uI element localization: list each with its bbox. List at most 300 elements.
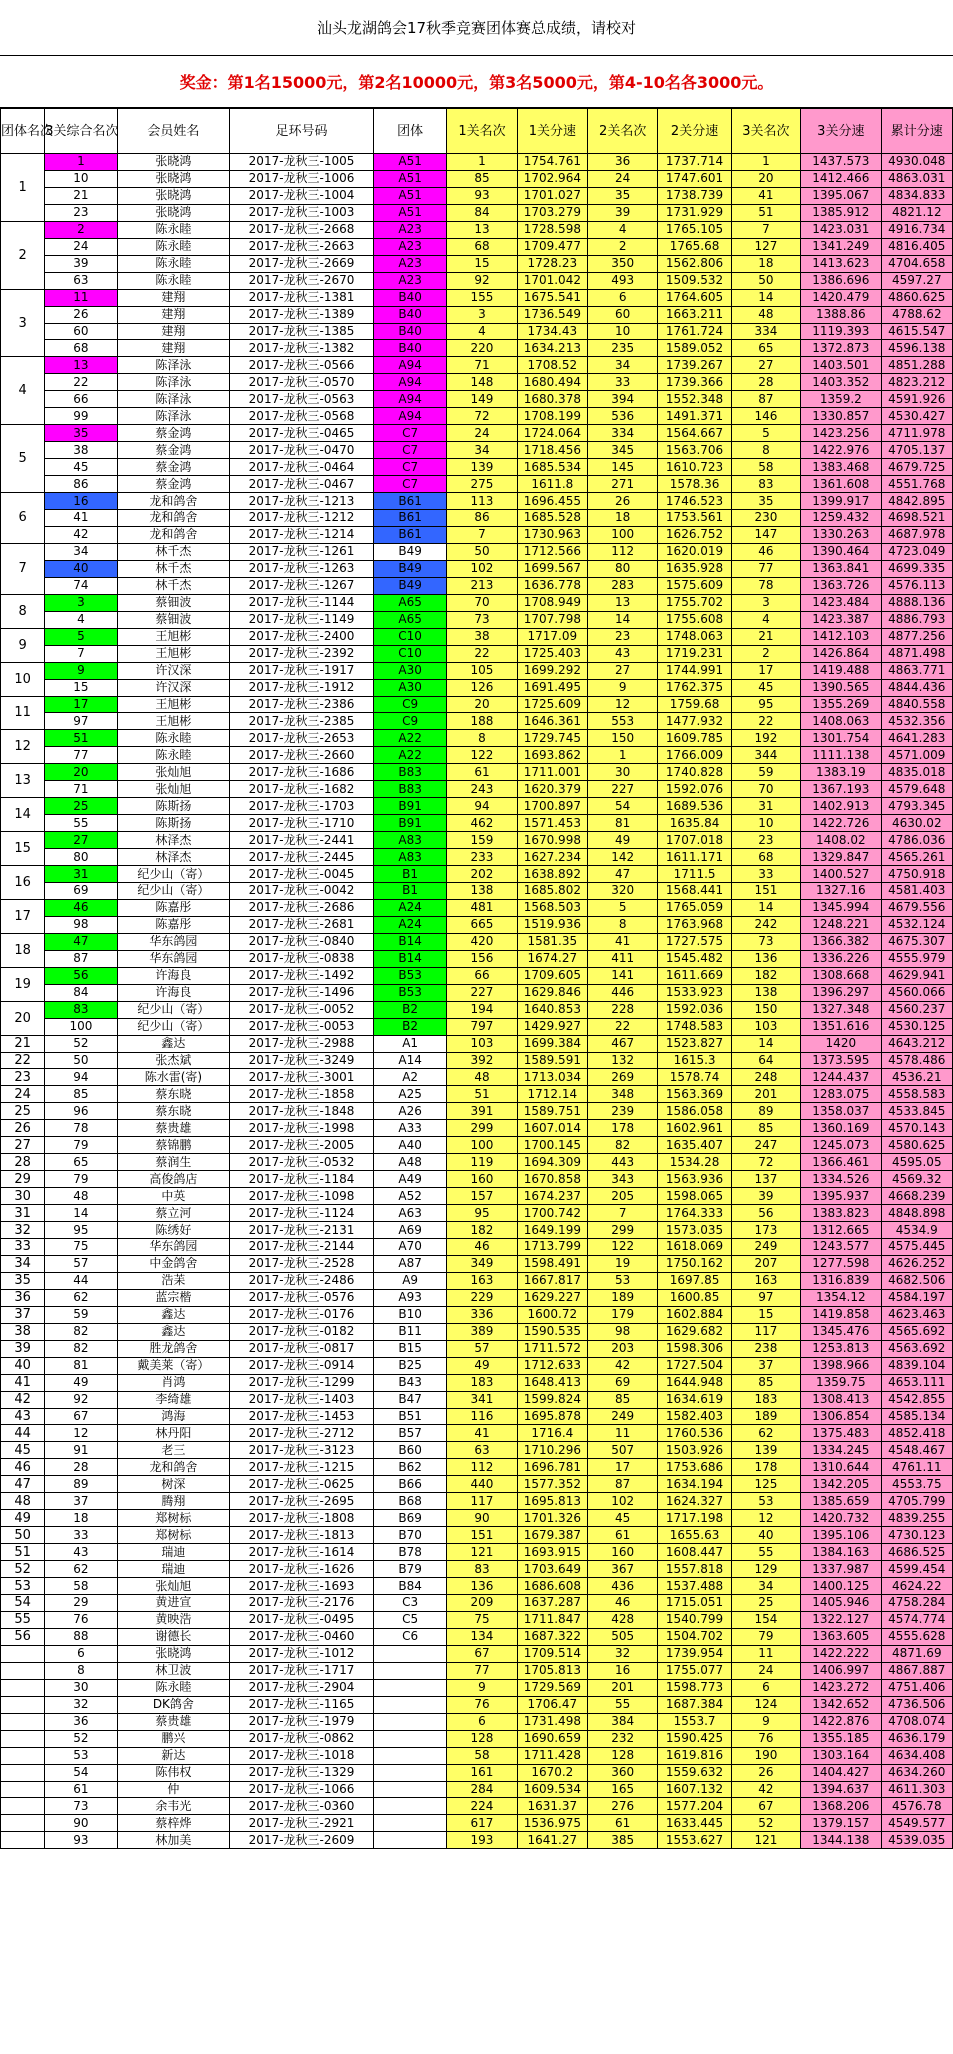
race2-rank-cell: 271 xyxy=(588,476,658,493)
table-row xyxy=(1,730,953,747)
table-row xyxy=(1,1069,953,1086)
overall-rank-cell: 75 xyxy=(45,1239,117,1256)
table-row xyxy=(1,984,953,1001)
race1-rank-cell: 41 xyxy=(447,1425,517,1442)
race3-speed-cell: 1399.917 xyxy=(801,493,881,510)
ring-number-cell: 2017-龙秋三-1003 xyxy=(230,204,374,221)
race3-speed-cell: 1306.854 xyxy=(801,1408,881,1425)
total-speed-cell: 4723.049 xyxy=(881,543,952,560)
race3-speed-cell: 1351.616 xyxy=(801,1018,881,1035)
ring-number-cell: 2017-龙秋三-1098 xyxy=(230,1188,374,1205)
overall-rank-cell: 81 xyxy=(45,1357,117,1374)
race1-speed-cell: 1707.798 xyxy=(517,611,587,628)
member-name-cell: 黄映浩 xyxy=(117,1611,230,1628)
total-speed-cell: 4699.335 xyxy=(881,560,952,577)
race2-speed-cell: 1759.68 xyxy=(658,696,731,713)
team-rank-cell xyxy=(1,1832,45,1849)
total-speed-cell: 4860.625 xyxy=(881,289,952,306)
table-row xyxy=(1,1425,953,1442)
race1-rank-cell: 90 xyxy=(447,1510,517,1527)
race3-speed-cell: 1327.348 xyxy=(801,1001,881,1018)
team-rank-cell: 11 xyxy=(1,696,45,730)
race3-speed-cell: 1383.468 xyxy=(801,459,881,476)
race2-rank-cell: 102 xyxy=(588,1493,658,1510)
member-name-cell: 陈斯扬 xyxy=(117,815,230,832)
team-rank-cell: 7 xyxy=(1,543,45,594)
race3-rank-cell: 334 xyxy=(731,323,800,340)
race1-rank-cell: 275 xyxy=(447,476,517,493)
team-code-cell xyxy=(373,1764,446,1781)
race1-rank-cell: 665 xyxy=(447,916,517,933)
race3-speed-cell: 1330.857 xyxy=(801,408,881,425)
team-code-cell: A23 xyxy=(373,255,446,272)
race3-speed-cell: 1412.103 xyxy=(801,628,881,645)
race2-rank-cell: 35 xyxy=(588,187,658,204)
race2-rank-cell: 33 xyxy=(588,374,658,391)
race1-rank-cell: 797 xyxy=(447,1018,517,1035)
table-row xyxy=(1,696,953,713)
team-code-cell: B70 xyxy=(373,1527,446,1544)
overall-rank-cell: 8 xyxy=(45,1662,117,1679)
race3-rank-cell: 17 xyxy=(731,662,800,679)
race1-speed-cell: 1609.534 xyxy=(517,1781,587,1798)
ring-number-cell: 2017-龙秋三-2668 xyxy=(230,221,374,238)
race3-rank-cell: 9 xyxy=(731,1713,800,1730)
overall-rank-cell: 59 xyxy=(45,1306,117,1323)
table-row xyxy=(1,1001,953,1018)
race2-rank-cell: 227 xyxy=(588,781,658,798)
race3-speed-cell: 1426.864 xyxy=(801,645,881,662)
total-speed-cell: 4611.303 xyxy=(881,1781,952,1798)
race3-speed-cell: 1363.841 xyxy=(801,560,881,577)
race1-speed-cell: 1708.949 xyxy=(517,594,587,611)
team-code-cell: A24 xyxy=(373,899,446,916)
race3-speed-cell: 1423.387 xyxy=(801,611,881,628)
ring-number-cell: 2017-龙秋三-2441 xyxy=(230,832,374,849)
member-name-cell: 陈永睦 xyxy=(117,272,230,289)
race1-speed-cell: 1696.781 xyxy=(517,1459,587,1476)
race1-rank-cell: 156 xyxy=(447,950,517,967)
overall-rank-cell: 54 xyxy=(45,1764,117,1781)
total-speed-cell: 4823.212 xyxy=(881,374,952,391)
total-speed-cell: 4570.143 xyxy=(881,1120,952,1137)
team-code-cell: A49 xyxy=(373,1171,446,1188)
header-race2-rank: 2关名次 xyxy=(588,109,658,154)
race1-rank-cell: 136 xyxy=(447,1578,517,1595)
race3-speed-cell: 1403.352 xyxy=(801,374,881,391)
race3-speed-cell: 1342.205 xyxy=(801,1476,881,1493)
team-rank-cell: 52 xyxy=(1,1561,45,1578)
team-code-cell: B78 xyxy=(373,1544,446,1561)
ring-number-cell: 2017-龙秋三-3249 xyxy=(230,1052,374,1069)
overall-rank-cell: 37 xyxy=(45,1493,117,1510)
overall-rank-cell: 32 xyxy=(45,1696,117,1713)
ring-number-cell: 2017-龙秋三-0570 xyxy=(230,374,374,391)
race1-speed-cell: 1670.2 xyxy=(517,1764,587,1781)
race2-rank-cell: 98 xyxy=(588,1323,658,1340)
table-row xyxy=(1,1527,953,1544)
total-speed-cell: 4863.031 xyxy=(881,170,952,187)
team-code-cell: A23 xyxy=(373,238,446,255)
team-rank-cell: 50 xyxy=(1,1527,45,1544)
race2-speed-cell: 1765.059 xyxy=(658,899,731,916)
table-row xyxy=(1,442,953,459)
member-name-cell: 许汉深 xyxy=(117,679,230,696)
race2-rank-cell: 36 xyxy=(588,154,658,171)
race2-rank-cell: 22 xyxy=(588,1018,658,1035)
overall-rank-cell: 18 xyxy=(45,1510,117,1527)
race1-speed-cell: 1754.761 xyxy=(517,154,587,171)
team-code-cell xyxy=(373,1730,446,1747)
race1-rank-cell: 193 xyxy=(447,1832,517,1849)
member-name-cell: 肖鸿 xyxy=(117,1374,230,1391)
member-name-cell: 陈永睦 xyxy=(117,255,230,272)
total-speed-cell: 4711.978 xyxy=(881,425,952,442)
race1-rank-cell: 122 xyxy=(447,747,517,764)
total-speed-cell: 4930.048 xyxy=(881,154,952,171)
ring-number-cell: 2017-龙秋三-1686 xyxy=(230,764,374,781)
total-speed-cell: 4565.692 xyxy=(881,1323,952,1340)
overall-rank-cell: 33 xyxy=(45,1527,117,1544)
table-row xyxy=(1,967,953,984)
race1-speed-cell: 1700.145 xyxy=(517,1137,587,1154)
ring-number-cell: 2017-龙秋三-1614 xyxy=(230,1544,374,1561)
race3-rank-cell: 56 xyxy=(731,1205,800,1222)
race3-speed-cell: 1322.127 xyxy=(801,1611,881,1628)
race1-speed-cell: 1716.4 xyxy=(517,1425,587,1442)
race2-rank-cell: 276 xyxy=(588,1798,658,1815)
team-code-cell: A22 xyxy=(373,730,446,747)
race1-speed-cell: 1631.37 xyxy=(517,1798,587,1815)
race1-speed-cell: 1708.52 xyxy=(517,357,587,374)
member-name-cell: 许海良 xyxy=(117,967,230,984)
race1-rank-cell: 102 xyxy=(447,560,517,577)
overall-rank-cell: 83 xyxy=(45,1001,117,1018)
race2-rank-cell: 201 xyxy=(588,1679,658,1696)
race3-speed-cell: 1243.577 xyxy=(801,1239,881,1256)
race2-rank-cell: 18 xyxy=(588,510,658,527)
table-row xyxy=(1,1272,953,1289)
race1-speed-cell: 1649.199 xyxy=(517,1222,587,1239)
race3-speed-cell: 1375.483 xyxy=(801,1425,881,1442)
race3-speed-cell: 1312.665 xyxy=(801,1222,881,1239)
race2-speed-cell: 1618.069 xyxy=(658,1239,731,1256)
ring-number-cell: 2017-龙秋三-1005 xyxy=(230,154,374,171)
total-speed-cell: 4624.22 xyxy=(881,1578,952,1595)
race1-speed-cell: 1708.199 xyxy=(517,408,587,425)
overall-rank-cell: 99 xyxy=(45,408,117,425)
total-speed-cell: 4571.009 xyxy=(881,747,952,764)
table-row xyxy=(1,1052,953,1069)
race2-speed-cell: 1739.366 xyxy=(658,374,731,391)
race2-speed-cell: 1620.019 xyxy=(658,543,731,560)
header-member-name: 会员姓名 xyxy=(117,109,230,154)
team-code-cell: C7 xyxy=(373,442,446,459)
overall-rank-cell: 50 xyxy=(45,1052,117,1069)
race2-rank-cell: 160 xyxy=(588,1544,658,1561)
team-code-cell xyxy=(373,1713,446,1730)
race3-rank-cell: 41 xyxy=(731,187,800,204)
overall-rank-cell: 9 xyxy=(45,662,117,679)
header-race3-speed: 3关分速 xyxy=(801,109,881,154)
race3-rank-cell: 26 xyxy=(731,1764,800,1781)
overall-rank-cell: 69 xyxy=(45,882,117,899)
race2-speed-cell: 1727.504 xyxy=(658,1357,731,1374)
table-row xyxy=(1,1679,953,1696)
member-name-cell: 蔡钿波 xyxy=(117,611,230,628)
race3-rank-cell: 37 xyxy=(731,1357,800,1374)
member-name-cell: 老三 xyxy=(117,1442,230,1459)
race2-speed-cell: 1633.445 xyxy=(658,1815,731,1832)
race3-rank-cell: 53 xyxy=(731,1493,800,1510)
race2-speed-cell: 1755.077 xyxy=(658,1662,731,1679)
table-row xyxy=(1,1815,953,1832)
team-code-cell: A93 xyxy=(373,1289,446,1306)
total-speed-cell: 4851.288 xyxy=(881,357,952,374)
member-name-cell: 林泽杰 xyxy=(117,832,230,849)
ring-number-cell: 2017-龙秋三-1261 xyxy=(230,543,374,560)
race2-rank-cell: 507 xyxy=(588,1442,658,1459)
race3-speed-cell: 1337.987 xyxy=(801,1561,881,1578)
race2-rank-cell: 14 xyxy=(588,611,658,628)
race3-speed-cell: 1422.876 xyxy=(801,1713,881,1730)
race3-rank-cell: 103 xyxy=(731,1018,800,1035)
total-speed-cell: 4736.506 xyxy=(881,1696,952,1713)
race1-rank-cell: 63 xyxy=(447,1442,517,1459)
race1-rank-cell: 72 xyxy=(447,408,517,425)
team-code-cell xyxy=(373,1815,446,1832)
race1-rank-cell: 113 xyxy=(447,493,517,510)
team-rank-cell xyxy=(1,1764,45,1781)
table-row xyxy=(1,425,953,442)
member-name-cell: 张灿旭 xyxy=(117,1578,230,1595)
team-rank-cell: 10 xyxy=(1,662,45,696)
total-speed-cell: 4532.124 xyxy=(881,916,952,933)
table-row xyxy=(1,476,953,493)
total-speed-cell: 4584.197 xyxy=(881,1289,952,1306)
race2-speed-cell: 1629.682 xyxy=(658,1323,731,1340)
header-overall-rank: 3关综合名次 xyxy=(45,109,117,154)
race3-rank-cell: 139 xyxy=(731,1442,800,1459)
race2-speed-cell: 1753.561 xyxy=(658,510,731,527)
member-name-cell: 王旭彬 xyxy=(117,628,230,645)
ring-number-cell: 2017-龙秋三-1165 xyxy=(230,1696,374,1713)
race3-speed-cell: 1403.501 xyxy=(801,357,881,374)
ring-number-cell: 2017-龙秋三-1124 xyxy=(230,1205,374,1222)
team-code-cell xyxy=(373,1832,446,1849)
race3-speed-cell: 1359.2 xyxy=(801,391,881,408)
ring-number-cell: 2017-龙秋三-1453 xyxy=(230,1408,374,1425)
race1-rank-cell: 229 xyxy=(447,1289,517,1306)
race3-rank-cell: 183 xyxy=(731,1391,800,1408)
race3-speed-cell: 1423.256 xyxy=(801,425,881,442)
total-speed-cell: 4839.104 xyxy=(881,1357,952,1374)
team-code-cell: A51 xyxy=(373,154,446,171)
ring-number-cell: 2017-龙秋三-1626 xyxy=(230,1561,374,1578)
member-name-cell: 张晓鸿 xyxy=(117,187,230,204)
race2-speed-cell: 1563.706 xyxy=(658,442,731,459)
race2-rank-cell: 69 xyxy=(588,1374,658,1391)
total-speed-cell: 4751.406 xyxy=(881,1679,952,1696)
table-row xyxy=(1,1696,953,1713)
overall-rank-cell: 62 xyxy=(45,1561,117,1578)
team-code-cell: B57 xyxy=(373,1425,446,1442)
total-speed-cell: 4788.62 xyxy=(881,306,952,323)
race3-rank-cell: 27 xyxy=(731,357,800,374)
race2-speed-cell: 1557.818 xyxy=(658,1561,731,1578)
member-name-cell: 龙和鸽舍 xyxy=(117,493,230,510)
table-row xyxy=(1,832,953,849)
race2-rank-cell: 239 xyxy=(588,1103,658,1120)
results-body xyxy=(1,154,953,1849)
race1-rank-cell: 159 xyxy=(447,832,517,849)
table-row xyxy=(1,662,953,679)
race1-rank-cell: 6 xyxy=(447,1713,517,1730)
member-name-cell: 陈嘉彤 xyxy=(117,899,230,916)
race3-speed-cell: 1390.464 xyxy=(801,543,881,560)
member-name-cell: 建翔 xyxy=(117,306,230,323)
team-rank-cell: 18 xyxy=(1,933,45,967)
member-name-cell: 华东鸽园 xyxy=(117,933,230,950)
race1-speed-cell: 1581.35 xyxy=(517,933,587,950)
race1-speed-cell: 1611.8 xyxy=(517,476,587,493)
race3-rank-cell: 77 xyxy=(731,560,800,577)
race2-rank-cell: 45 xyxy=(588,1510,658,1527)
team-code-cell: A33 xyxy=(373,1120,446,1137)
race2-speed-cell: 1607.132 xyxy=(658,1781,731,1798)
ring-number-cell: 2017-龙秋三-2400 xyxy=(230,628,374,645)
table-row xyxy=(1,747,953,764)
race1-rank-cell: 194 xyxy=(447,1001,517,1018)
race2-rank-cell: 179 xyxy=(588,1306,658,1323)
table-row xyxy=(1,1544,953,1561)
total-speed-cell: 4615.547 xyxy=(881,323,952,340)
table-row xyxy=(1,1408,953,1425)
race3-speed-cell: 1419.858 xyxy=(801,1306,881,1323)
member-name-cell: 鑫达 xyxy=(117,1306,230,1323)
member-name-cell: 腾翔 xyxy=(117,1493,230,1510)
race3-rank-cell: 6 xyxy=(731,1679,800,1696)
overall-rank-cell: 100 xyxy=(45,1018,117,1035)
team-rank-cell: 28 xyxy=(1,1154,45,1171)
race1-speed-cell: 1536.975 xyxy=(517,1815,587,1832)
race1-speed-cell: 1736.549 xyxy=(517,306,587,323)
overall-rank-cell: 25 xyxy=(45,798,117,815)
overall-rank-cell: 82 xyxy=(45,1323,117,1340)
team-rank-cell: 17 xyxy=(1,899,45,933)
race3-rank-cell: 3 xyxy=(731,594,800,611)
race2-speed-cell: 1766.009 xyxy=(658,747,731,764)
race2-rank-cell: 41 xyxy=(588,933,658,950)
overall-rank-cell: 16 xyxy=(45,493,117,510)
race2-speed-cell: 1761.724 xyxy=(658,323,731,340)
total-speed-cell: 4539.035 xyxy=(881,1832,952,1849)
race1-speed-cell: 1728.598 xyxy=(517,221,587,238)
ring-number-cell: 2017-龙秋三-1263 xyxy=(230,560,374,577)
race3-speed-cell: 1245.073 xyxy=(801,1137,881,1154)
race3-rank-cell: 249 xyxy=(731,1239,800,1256)
race2-speed-cell: 1552.348 xyxy=(658,391,731,408)
team-code-cell: A63 xyxy=(373,1205,446,1222)
race1-rank-cell: 112 xyxy=(447,1459,517,1476)
team-code-cell xyxy=(373,1781,446,1798)
overall-rank-cell: 66 xyxy=(45,391,117,408)
overall-rank-cell: 65 xyxy=(45,1154,117,1171)
table-row xyxy=(1,1730,953,1747)
race1-speed-cell: 1693.915 xyxy=(517,1544,587,1561)
team-code-cell: B66 xyxy=(373,1476,446,1493)
overall-rank-cell: 89 xyxy=(45,1476,117,1493)
overall-rank-cell: 2 xyxy=(45,221,117,238)
race1-rank-cell: 341 xyxy=(447,1391,517,1408)
overall-rank-cell: 44 xyxy=(45,1272,117,1289)
ring-number-cell: 2017-龙秋三-2392 xyxy=(230,645,374,662)
race3-rank-cell: 46 xyxy=(731,543,800,560)
team-rank-cell: 36 xyxy=(1,1289,45,1306)
overall-rank-cell: 68 xyxy=(45,340,117,357)
race1-rank-cell: 57 xyxy=(447,1340,517,1357)
table-row xyxy=(1,1120,953,1137)
race2-rank-cell: 299 xyxy=(588,1222,658,1239)
table-row xyxy=(1,255,953,272)
table-row xyxy=(1,1035,953,1052)
total-speed-cell: 4530.427 xyxy=(881,408,952,425)
member-name-cell: 郑树标 xyxy=(117,1510,230,1527)
team-code-cell: B10 xyxy=(373,1306,446,1323)
race2-speed-cell: 1763.968 xyxy=(658,916,731,933)
race2-rank-cell: 7 xyxy=(588,1205,658,1222)
member-name-cell: 郑树标 xyxy=(117,1527,230,1544)
table-row xyxy=(1,357,953,374)
member-name-cell: 陈水雷(寄) xyxy=(117,1069,230,1086)
ring-number-cell: 2017-龙秋三-0360 xyxy=(230,1798,374,1815)
race2-speed-cell: 1760.536 xyxy=(658,1425,731,1442)
ring-number-cell: 2017-龙秋三-1149 xyxy=(230,611,374,628)
ring-number-cell: 2017-龙秋三-1998 xyxy=(230,1120,374,1137)
table-row xyxy=(1,815,953,832)
total-speed-cell: 4575.445 xyxy=(881,1239,952,1256)
team-code-cell: A1 xyxy=(373,1035,446,1052)
race2-rank-cell: 235 xyxy=(588,340,658,357)
race1-rank-cell: 336 xyxy=(447,1306,517,1323)
race3-speed-cell: 1408.02 xyxy=(801,832,881,849)
race2-rank-cell: 112 xyxy=(588,543,658,560)
overall-rank-cell: 57 xyxy=(45,1255,117,1272)
table-row xyxy=(1,1578,953,1595)
overall-rank-cell: 12 xyxy=(45,1425,117,1442)
overall-rank-cell: 36 xyxy=(45,1713,117,1730)
race3-rank-cell: 78 xyxy=(731,577,800,594)
race2-rank-cell: 132 xyxy=(588,1052,658,1069)
ring-number-cell: 2017-龙秋三-0563 xyxy=(230,391,374,408)
table-row xyxy=(1,1628,953,1645)
total-speed-cell: 4641.283 xyxy=(881,730,952,747)
race1-rank-cell: 420 xyxy=(447,933,517,950)
race1-speed-cell: 1589.591 xyxy=(517,1052,587,1069)
race2-speed-cell: 1598.065 xyxy=(658,1188,731,1205)
member-name-cell: 张杰斌 xyxy=(117,1052,230,1069)
total-speed-cell: 4548.467 xyxy=(881,1442,952,1459)
race3-speed-cell: 1119.393 xyxy=(801,323,881,340)
team-code-cell: B2 xyxy=(373,1001,446,1018)
race2-speed-cell: 1598.773 xyxy=(658,1679,731,1696)
team-code-cell: A65 xyxy=(373,611,446,628)
race2-speed-cell: 1582.403 xyxy=(658,1408,731,1425)
ring-number-cell: 2017-龙秋三-1213 xyxy=(230,493,374,510)
member-name-cell: 龙和鸽舍 xyxy=(117,526,230,543)
race3-speed-cell: 1400.527 xyxy=(801,866,881,883)
member-name-cell: 蔡金鸿 xyxy=(117,442,230,459)
